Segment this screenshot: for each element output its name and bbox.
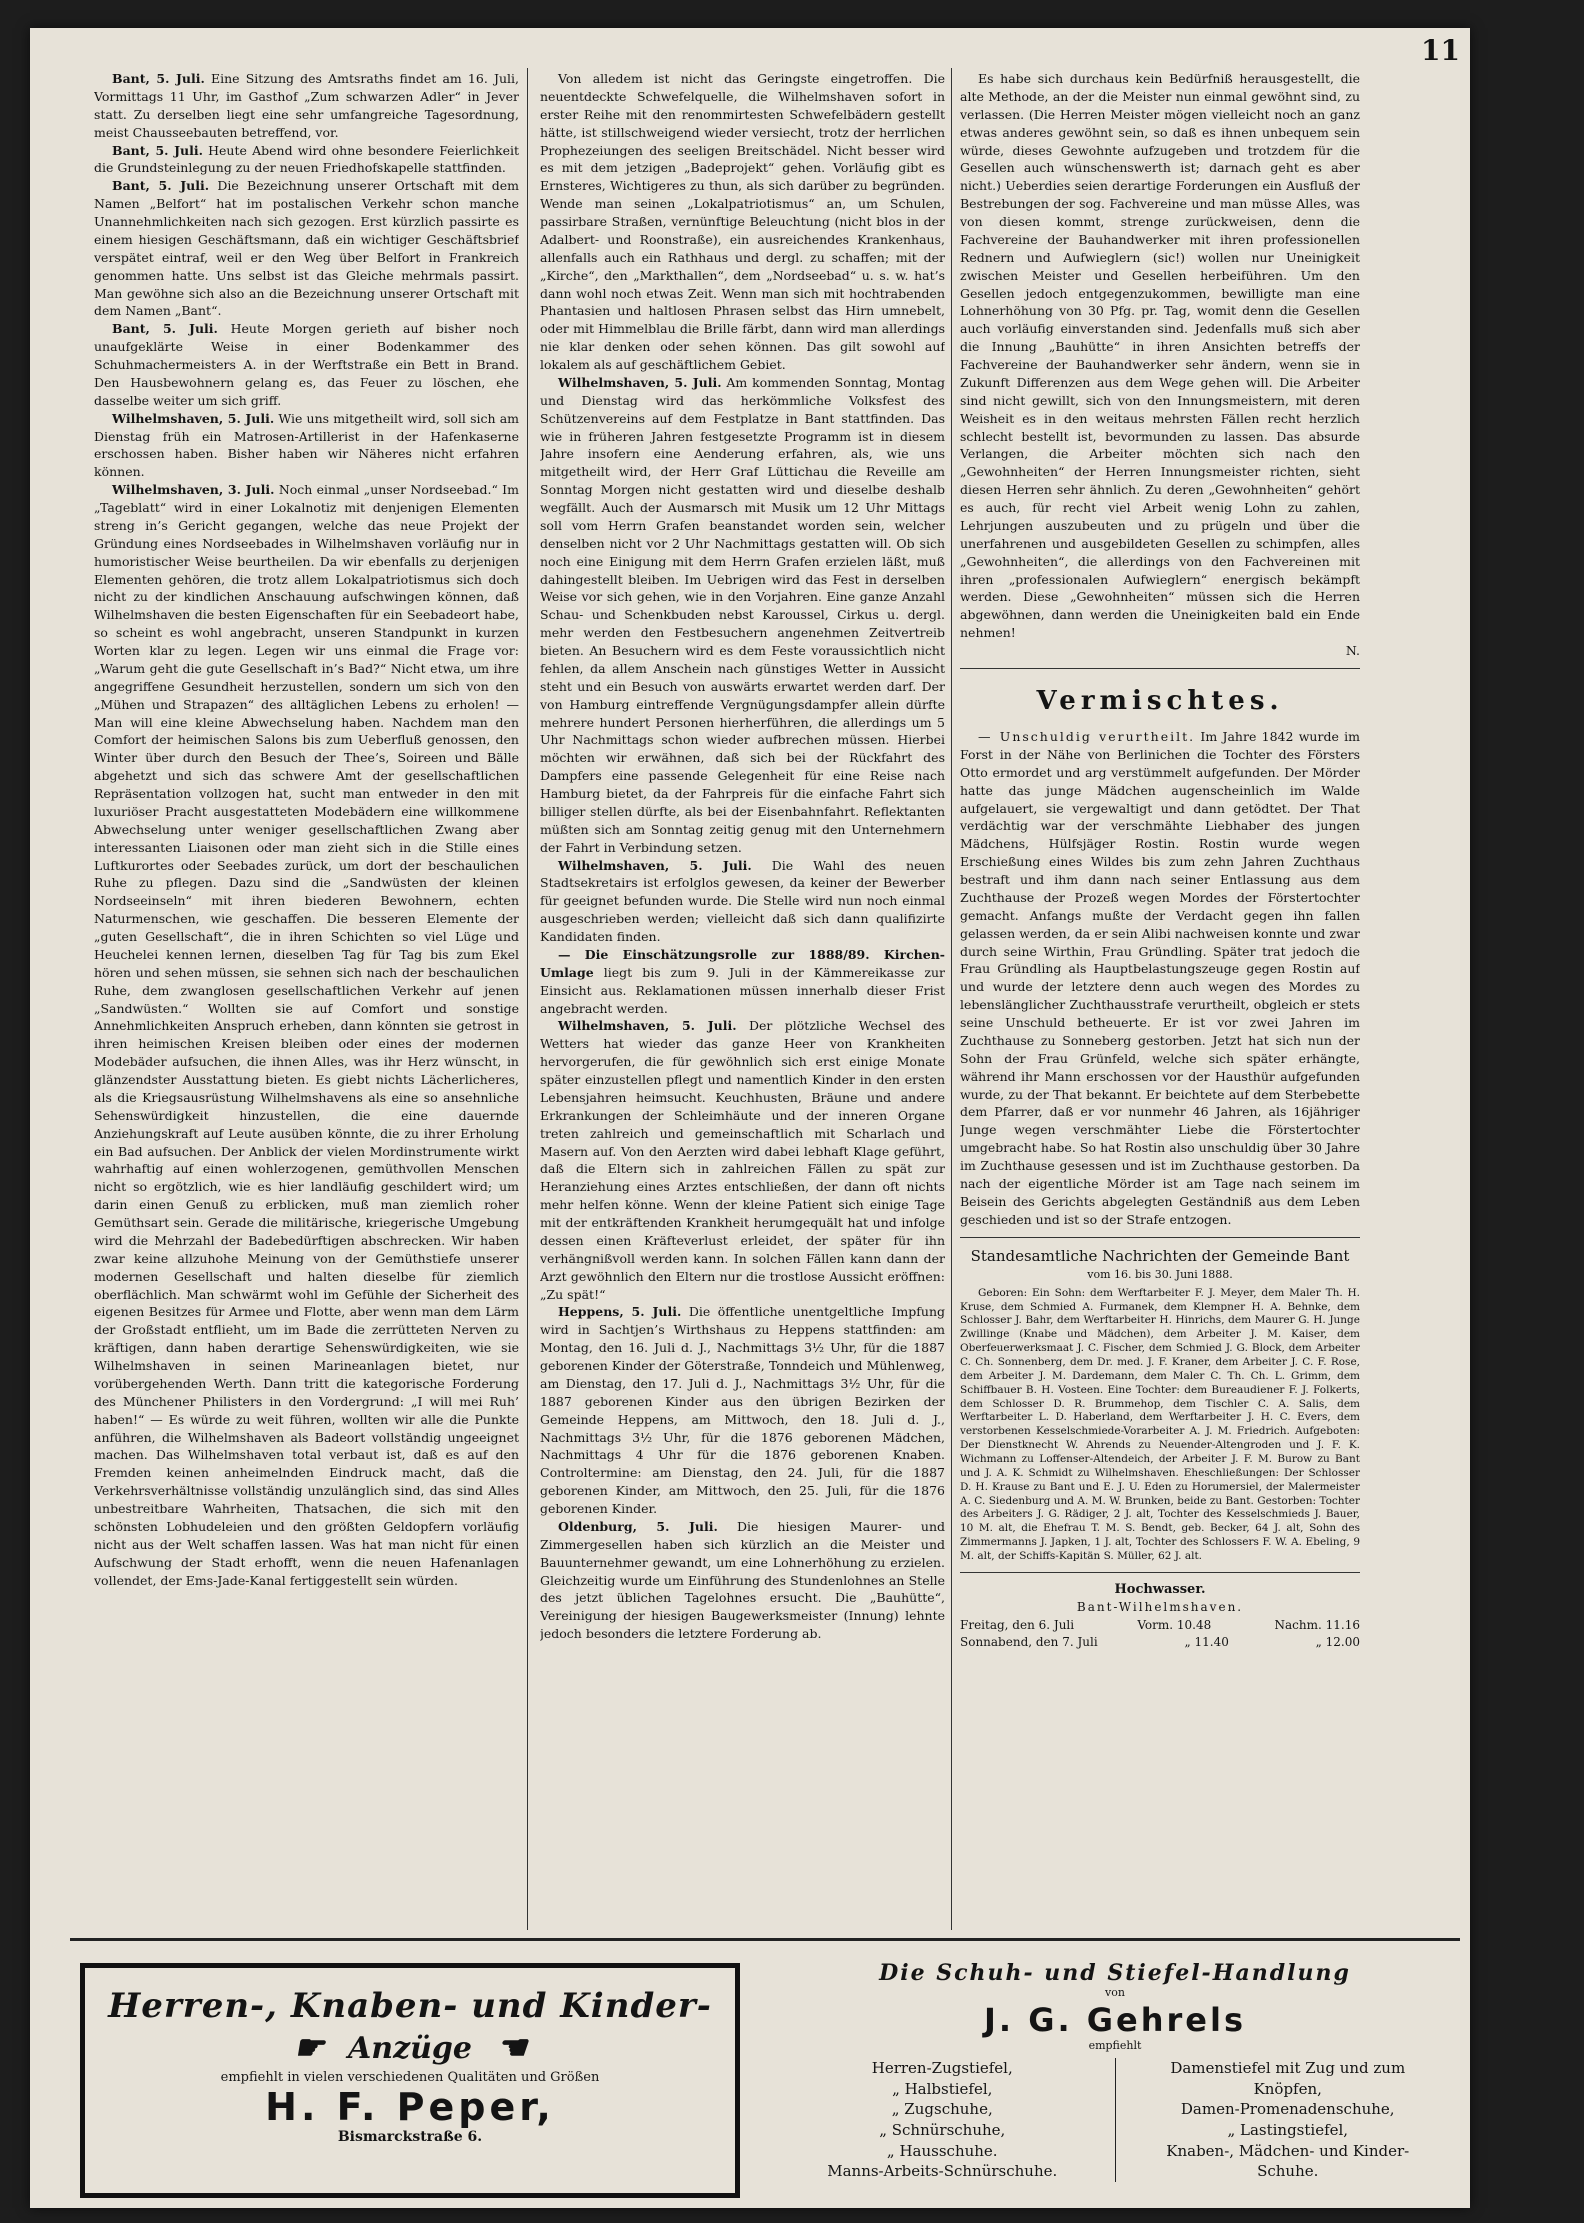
tide-day: Sonnabend, den 7. Juli bbox=[960, 1634, 1098, 1649]
ad-product-item: „ Schnürschuhe, bbox=[879, 2121, 1006, 2140]
news-item-dateline: Oldenburg, 5. Juli. bbox=[558, 1518, 718, 1534]
news-item-text: Heute Morgen gerieth auf bisher noch unaufgeklärte Weise in einer Bodenkammer des Schuhmachermeisters A. in der Werftstraße ein Bett in Brand. Den Hausbewohnern gelang es, das Feuer zu löschen, ehe dasselbe weiter um sich griff. bbox=[94, 321, 519, 408]
tide-morning: „ 11.40 bbox=[1184, 1634, 1229, 1649]
article-text: Es habe sich durchaus kein Bedürfniß herausgestellt, die alte Methode, an der die Meister nun einmal gewöhnt sind, zu verlassen. (Die Herren Meister mögen vielleicht noch an ganz etwas anderes gewöhnt sein, so daß es ihnen unbequem sein würde, dieses Gewohnte aufzugeben und trotzdem für die Gesellen auch wünschenswerth ist; darnach geht es aber nicht.) Ueberdies seien derartige Forderungen ein Ausfluß der Bestrebungen der sog. Fachvereine und man müsse Alles, was von diesen kommt, strenge zurückweisen, denn die Fachvereine der Bauhandwerker mit ihren professionellen Rednern und Aufwieglern (sic!) wollen nur Uneinigkeit zwischen Meister und Gesellen herbeiführen. Um den Gesellen jedoch entgegenzukommen, bewilligte man eine Lohnerhöhung von 30 Pfg. pr. Tag, womit denn die Gesellen auch vorläufig einverstanden sind. Jedenfalls muß sich aber die Innung „Bauhütte“ in ihren Ansichten betreffs der Fachvereine der Bauhandwerker sehr ändern, wenn sie in Zukunft Differenzen aus dem Wege gehen will. Die Arbeiter sind nicht gewillt, sich von den Innungsmeistern, mit deren Weisheit es in den weitaus mehrsten Fällen recht herzlich schlecht bestellt ist, bevormunden zu lassen. Das absurde Verlangen, die Arbeiter möchten sich nach den „Gewohnheiten“ der Herren Innungsmeister richten, sieht diesen Herren sehr ähnlich. Zu deren „Gewohnheiten“ gehört es auch, für recht viel Arbeit wenig Lohn zu zahlen, Lehrjungen auszubeuten und zu prügeln und über die unerfahrenen und ausgebildeten Gesellen zu schimpfen, alles „Gewohnheiten“, die allerdings von den Fachvereinen mit ihren „professionalen Aufwieglern“ energisch bekämpft werden. Diese „Gewohnheiten“ müssen sich die Herren abgewöhnen, dann werden die Uneinigkeiten bald ein Ende nehmen! bbox=[960, 71, 1360, 641]
pointing-hand-left-icon: ☚ bbox=[496, 2028, 527, 2068]
tide-day: Freitag, den 6. Juli bbox=[960, 1617, 1075, 1632]
ad-product-item: Herren-Zugstiefel, bbox=[871, 2059, 1013, 2077]
advertisement-peper bbox=[80, 1963, 740, 2198]
tide-location: Bant-Wilhelmshaven. bbox=[1076, 1600, 1244, 1615]
news-item-dateline: Bant, 5. Juli. bbox=[112, 321, 218, 337]
news-item-text: Der plötzliche Wechsel des Wetters hat wieder das ganze Heer von Krankheiten hervorgerufen, die für gewöhnlich sich erst einige Monate später einzustellen pflegt und namentlich Kinder in den ersten Lebensjahren heimsucht. Keuchhusten, Bräune und andere Erkrankungen der Schleimhäute und der inneren Organe treten zahlreich und gemeinschaftlich mit Scharlach und Masern auf. Von den Aerzten wird dabei lebhaft Klage geführt, daß die Eltern sich in zahlreichen Fällen zu spät zur Heranziehung eines Arztes entschließen, der dann oft nichts mehr helfen könne. Wenn der kleine Patient sich einige Tage mit der entkräftenden Krankheit herumgequält hat und infolge dessen einen Kräfteverlust erleidet, der später für ihn verhängnißvoll werden kann. In solchen Fällen kann dann der Arzt gewöhnlich den Eltern nur die trostlose Aussicht eröffnen: „Zu spät!“ bbox=[540, 1018, 945, 1302]
article-lead: — Unschuldig verurtheilt. bbox=[978, 729, 1196, 745]
news-item bbox=[94, 70, 519, 142]
news-item-dateline: Bant, 5. Juli. bbox=[112, 142, 203, 158]
news-item-dateline: Wilhelmshaven, 5. Juli. bbox=[112, 410, 275, 426]
ad-product-item: „ Halbstiefel, bbox=[892, 2079, 993, 2098]
news-item bbox=[540, 857, 945, 946]
ad-product-item: Knöpfen, bbox=[1253, 2079, 1322, 2098]
ad-company-name: H. F. Peper, bbox=[265, 2085, 555, 2129]
tide-morning: Vorm. 10.48 bbox=[1137, 1617, 1212, 1632]
civil-registry-period: vom 16. bis 30. Juni 1888. bbox=[1087, 1267, 1233, 1281]
ad-product-item: „ Lastingstiefel, bbox=[1227, 2121, 1349, 2140]
news-item-text: Die Wahl des neuen Stadtsekretairs ist erfolglos gewesen, da keiner der Bewerber für geeignet befunden wurde. Die Stelle wird nun noch einmal ausgeschrieben werden; vielleicht daß sich dann qualifizirte Kandidaten finden. bbox=[540, 857, 945, 944]
news-item-dateline: Wilhelmshaven, 5. Juli. bbox=[558, 374, 722, 390]
tide-row bbox=[960, 1634, 1360, 1651]
ad-product: Anzüge bbox=[348, 2030, 472, 2066]
column-3 bbox=[960, 70, 1360, 1930]
news-item-text: Eine Sitzung des Amtsraths findet am 16. Juli, Vormittags 11 Uhr, im Gasthof „Zum schwarzen Adler“ in Jever statt. Zu derselben liegt eine sehr umfangreiche Tagesordnung, meist Chausseebauten betreffend, vor. bbox=[94, 71, 519, 140]
signature: N. bbox=[1345, 643, 1360, 658]
news-item bbox=[94, 177, 519, 320]
ad-product-item: „ Zugschuhe, bbox=[891, 2100, 993, 2119]
advertisement-gehrels bbox=[770, 1960, 1460, 2200]
ad-von: von bbox=[1105, 1986, 1125, 1999]
column-1 bbox=[94, 70, 519, 1930]
column-rule bbox=[527, 68, 528, 1930]
ad-headline: Herren-, Knaben- und Kinder- bbox=[108, 1986, 712, 2026]
news-item-text: Am kommenden Sonntag, Montag und Dienstag wird das herkömmliche Volksfest des Schützenvereins auf dem Festplatze in Bant stattfinden. Das wie in früheren Jahren festgesetzte Programm ist in diesem Jahre insofern eine Aenderung erfahren, als, wie uns mitgetheilt wird, der Herr Graf Lüttichau die Reveille am Sonntag Morgen nicht gestatten wird und dieselbe deshalb wegfällt. Auch der Ausmarsch mit Musik um 12 Uhr Mittags soll vom Herrn Grafen beanstandet worden sein, welcher denselben nicht vor 2 Uhr Nachmittags gestatten will. Ob sich noch eine Einigung mit dem Herrn Grafen erzielen läßt, muß dahingestellt bleiben. Im Uebrigen wird das Fest in derselben Weise vor sich gehen, wie in den Vorjahren. Eine ganze Anzahl Schau- und Schenkbuden nebst Karoussel, Cirkus u. dergl. mehr werden den Festbesuchern angenehmen Zeitvertreib bieten. An Besuchern wird es dem Feste voraussichtlich nicht fehlen, da allem Anschein nach günstiges Wetter in Aussicht steht und ein Besuch von auswärts erwartet werden darf. Der von Hamburg eintreffende Vergnügungsdampfer allein dürfte mehrere hundert Personen hierherführen, die allerdings um 5 Uhr Nachmittags schon wieder aufbrechen müssen. Hierbei möchten wir erwähnen, daß sich bei der Rückfahrt des Dampfers eine passende Gelegenheit für eine Reise nach Hamburg bietet, da der Fahrpreis für die einfache Fahrt sich billiger stellen dürfte, als bei der Eisenbahnfahrt. Reflektanten müßten sich am Sonntag zeitig genug mit den Unternehmern der Fahrt in Verbindung setzen. bbox=[540, 374, 945, 855]
ad-product-item: Damenstiefel mit Zug und zum bbox=[1170, 2059, 1406, 2077]
ad-product-list-men bbox=[770, 2058, 1116, 2182]
news-item-text: Wie uns mitgetheilt wird, soll sich am Dienstag früh ein Matrosen-Artillerist in der Hafenkaserne erschossen haben. Bisher haben wir Näheres nicht erfahren können. bbox=[94, 410, 519, 480]
news-item bbox=[94, 481, 519, 1589]
news-item bbox=[94, 142, 519, 178]
news-item-text: Die öffentliche unentgeltliche Impfung wird in Sachtjen’s Wirthshaus zu Heppens stattfinden: am Montag, den 16. Juli d. J., Nachmittags 3½ Uhr, für die 1887 geborenen Kinder der Göterstraße, Tonndeich und Mühlenweg, am Dienstag, den 17. Juli d. J., Nachmittags 3½ Uhr, für die 1887 geborenen Kinder aus den übrigen Bezirken der Gemeinde Heppens, am Mittwoch, den 18. Juli d. J., Nachmittags 3½ Uhr, für die 1876 geborenen Mädchen, Nachmittags 4 Uhr für die 1876 geborenen Knaben. Controltermine: am Dienstag, den 24. Juli, für die 1887 geborenen Kinder, am Mittwoch, den 25. Juli, für die 1876 geborenen Kinder. bbox=[540, 1304, 945, 1516]
divider bbox=[960, 1237, 1360, 1238]
ad-product-item: Damen-Promenadenschuhe, bbox=[1180, 2100, 1395, 2119]
column-2 bbox=[540, 70, 945, 1930]
divider bbox=[960, 668, 1360, 669]
news-item-dateline: — Die Einschätzungsrolle zur 1888/89. Kirchen-Umlage bbox=[540, 946, 945, 980]
section-heading: Vermischtes. bbox=[1036, 685, 1284, 716]
news-item-dateline: Wilhelmshaven, 5. Juli. bbox=[558, 857, 752, 873]
ad-product-item: „ Hausschuhe. bbox=[886, 2141, 998, 2160]
advertisement-rule bbox=[70, 1938, 1460, 1941]
news-item bbox=[540, 946, 945, 1018]
news-item bbox=[94, 320, 519, 409]
news-item-dateline: Bant, 5. Juli. bbox=[112, 71, 205, 86]
article-text bbox=[960, 728, 1360, 1229]
news-item-text: Von alledem ist nicht das Geringste eingetroffen. Die neuentdeckte Schwefelquelle, die Wilhelmshaven sofort in erster Reihe mit den renommirtesten Schwefelbädern gestellt hätte, ist stillschweigend wieder versiecht, trotz der herrlichen Prophezeiungen des seeligen Breitschädel. Nicht besser wird es mit dem jetzigen „Badeprojekt“ gehen. Vorläufig gibt es Ernsteres, Wichtigeres zu thun, als sich darüber zu begründen. Wende man seinen „Lokalpatriotismus“ an, um Schulen, passirbare Straßen, vernünftige Beleuchtung (nicht blos in der Adalbert- und Roonstraße), ein ausreichendes Krankenhaus, allenfalls auch ein Rathhaus und dergl. zu schaffen; mit der „Kirche“, den „Markthallen“, dem „Nordseebad“ u. s. w. hat’s dann wohl noch etwas Zeit. Wenn man sich mit hochtrabenden Phantasien und haltlosen Phrasen selbst das Hirn umnebelt, oder mit Himmelblau die Brille färbt, dann wird man allerdings nie klar denken oder sehen können. Das gilt sowohl auf lokalem als auf geschäftlichem Gebiet. bbox=[540, 71, 945, 372]
ad-product-item: Schuhe. bbox=[1257, 2162, 1319, 2181]
news-item bbox=[540, 1518, 945, 1643]
news-item bbox=[540, 1303, 945, 1518]
divider bbox=[960, 1572, 1360, 1573]
news-item-text: Die Bezeichnung unserer Ortschaft mit dem Namen „Belfort“ hat im postalischen Verkehr schon manche Unannehmlichkeiten nach sich gezogen. Erst kürzlich passirte es einem hiesigen Geschäftsmann, daß ein wichtiger Geschäftsbrief verspätet eintraf, weil er den Weg über Belfort in Frankreich genommen hatte. Uns selbst ist das Gleiche mehrmals passirt. Man gewöhne sich also an die Bezeichnung unserer Ortschaft mit dem Namen „Bant“. bbox=[94, 178, 519, 319]
news-item-text: Heute Abend wird ohne besondere Feierlichkeit die Grundsteinlegung zu der neuen Friedhofskapelle stattfinden. bbox=[94, 142, 519, 176]
news-item bbox=[540, 1017, 945, 1303]
news-item-text: Die hiesigen Maurer- und Zimmergesellen haben sich kürzlich an die Meister und Bauunternehmer gewandt, um eine Lohnerhöhung zu erzielen. Gleichzeitig wurde um Einführung des Stundenlohnes an Stelle des jetzt üblichen Tagelohnes ersucht. Die „Bauhütte“, Vereinigung der hiesigen Baugewerksmeister (Innung) lehnte jedoch besonders die letztere Forderung ab. bbox=[540, 1518, 945, 1642]
ad-description: empfiehlt in vielen verschiedenen Qualitäten und Größen bbox=[220, 2070, 600, 2085]
column-rule bbox=[951, 68, 952, 1930]
ad-product-columns bbox=[770, 2058, 1460, 2182]
ad-subheadline bbox=[85, 2028, 735, 2068]
ad-empfiehlt: empfiehlt bbox=[1088, 2039, 1142, 2052]
news-item bbox=[540, 70, 945, 374]
news-item-dateline: Wilhelmshaven, 5. Juli. bbox=[558, 1018, 737, 1034]
ad-product-item: Manns-Arbeits-Schnürschuhe. bbox=[827, 2162, 1058, 2181]
pointing-hand-right-icon: ☛ bbox=[293, 2028, 324, 2068]
news-item-text: Noch einmal „unser Nordseebad.“ Im „Tageblatt“ wird in einer Lokalnotiz mit denjenigen Elementen streng in’s Gericht gegangen, welche das neue Projekt der Gründung eines Nordseebades in Wilhelmshaven vorläufig nur in humoristischer Weise beurtheilen. Da wir ebenfalls zu derjenigen Elementen gehören, die trotz allem Lokalpatriotismus sich doch nicht zu der kindlichen Anschauung aufschwingen können, daß Wilhelmshaven die besten Eigenschaften für ein Seebadeort habe, so scheint es wohl angebracht, unseren Standpunkt in kurzen Worten klar zu legen. Legen wir uns einmal die Frage vor: „Warum geht die gute Gesellschaft in’s Bad?“ Nicht etwa, um ihre angegriffene Gesundheit herzustellen, sondern um sich von den „Mühen und Strapazen“ des alltäglichen Lebens zu erholen! — Man will eine kleine Abwechselung haben. Nachdem man den Comfort der heimischen Salons bis zum Ueberfluß genossen, den Winter über durch den Besuch der Thee’s, Soireen und Bälle abgehetzt und sich das schwere Amt der gesellschaftlichen Repräsentation vollzogen hat, sucht man entweder in den mit luxuriöser Pracht ausgestatteten Modebädern eine willkommene Abwechselung unter weniger gesellschaftlichen Zwang aber interessanten Liaisonen oder man zieht sich in die Stille eines Luftkurortes oder Seebades zurück, um dort der beschaulichen Ruhe zu pflegen. Dazu sind die „Sandwüsten der kleinen Nordseeinseln“ mit ihren biederen Bewohnern, echten Naturmenschen, wie geschaffen. Die besseren Elemente der „guten Gesellschaft“, die in ihren Schichten so viel Lüge und Heuchelei kennen lernen, dieselben Tag für Tag bis zum Ekel hören und sehen müssen, sie sehnen sich nach der beschaulichen Ruhe, dem zwanglosen gesellschaftlichen Verkehr auf jenen „Sandwüsten.“ Wollten sie auf Comfort und sonstige Annehmlichkeiten Anspruch erheben, dann könnten sie getrost in ihren heimischen Kreisen bleiben oder eines der modernen Modebäder aufsuchen, die ihnen Alles, was ihr Herz wünscht, in glänzendster Ausstattung bieten. Es giebt nichts Lächerlicheres, als die Kriegsausrüstung Wilhelmshavens als eine so ansehnliche Sehenswürdigkeit hinzustellen, die eine dauernde Anziehungskraft auf Leute ausüben könnte, die zu ihrer Erholung ein Bad aufsuchen. Der Anblick der vielen Mordinstrumente wirkt wahrhaftig auf einen wohlerzogenen, gemüthvollen Menschen nicht so ergötzlich, wie es hier landläufig geschildert wird; um darin einen Genuß zu erblicken, muß man ziemlich roher Gemüthsart sein. Gerade die militärische, kriegerische Umgebung wird die Mehrzahl der Badebedürftigen abschrecken. Wir haben zwar keine allzuhohe Meinung von der Gemüthstiefe unserer modernen Gesellschaft und halten dieselbe für ziemlich oberflächlich. Man schwärmt wohl im Gefühle der Sicherheit des eigenen Besitzes für Armee und Flotte, aber wenn man dem Lärm der Großstadt entflieht, um im Bade die zerrütteten Nerven zu kräftigen, dann haben derartige Sehenswürdigkeiten, wie sie Wilhelmshaven in seinen Marineanlagen bietet, nur vorübergehenden Werth. Dann tritt die kategorische Forderung des Münchener Philisters in den Vordergrund: „I will mei Ruh’ haben!“ — Es würde zu weit führen, wollten wir alle die Punkte anführen, die Wilhelmshaven als Badeort vollständig ungeeignet machen. Das Wilhelmshaven total verbaut ist, daß es auf den Fremden keinen anheimelnden Eindruck macht, daß die Verkehrsverhältnisse vollständig unzulänglich sind, das sind Alles unbestreitbare Wahrheiten, Thatsachen, die sich mit den schönsten Lobhudeleien und den größten Geldopfern vorläufig nicht aus der Welt schaffen lassen. Was hat man nicht für einen Aufschwung der Stadt erhofft, wenn die neuen Hafenanlagen vollendet, der Ems-Jade-Kanal fertiggestellt sein würden. bbox=[94, 482, 519, 1588]
tide-afternoon: „ 12.00 bbox=[1315, 1634, 1360, 1649]
ad-company-name: J. G. Gehrels bbox=[983, 2001, 1246, 2039]
tide-afternoon: Nachm. 11.16 bbox=[1274, 1617, 1360, 1632]
news-item-dateline: Bant, 5. Juli. bbox=[112, 178, 210, 194]
news-item-dateline: Heppens, 5. Juli. bbox=[558, 1304, 682, 1320]
article-body: Im Jahre 1842 wurde im Forst in der Nähe von Berlinichen die Tochter des Försters Otto ermordet und arg verstümmelt aufgefunden. Der Mörder hatte das junge Mädchen augenscheinlich im Walde aufgelauert, sie vergewaltigt und dann getödtet. Der That verdächtig war der verschmähte Liebhaber des jungen Mädchens, Hülfsjäger Rostin. Rostin wurde wegen Erschießung eines Wildes bis zum zehn Jahren Zuchthaus bestraft und ihm dann nach seiner Entlassung aus dem Zuchthause der Prozeß wegen Mordes der Förstertochter gemacht. Anfangs mußte der Verdacht gegen ihn fallen gelassen werden, da er sein Alibi nachweisen konnte und zwar durch seine Wirthin, Frau Gründling. Später trat jedoch die Frau Gründling als Hauptbelastungszeuge gegen Rostin auf und wurde der letztere denn auch wegen des Mordes zu lebenslänglicher Zuchthausstrafe verurtheilt, obgleich er stets seine Unschuld betheuerte. Er ist vor zwei Jahren im Zuchthause zu Sonneberg gestorben. Jetzt hat sich nun der Sohn der Frau Grünfeld, welche sich später erhängte, während ihr Mann erschossen vor der Hausthür aufgefunden wurde, zu der That bekannt. Er beichtete auf dem Sterbebette dem Pfarrer, daß er vor nunmehr 46 Jahren, als 16jähriger Junge wegen verschmähter Liebe die Förstertochter umgebracht habe. So hat Rostin also unschuldig über 30 Jahre im Zuchthause gesessen und ist im Zuchthause gestorben. Da nach der eigentliche Mörder ist am Tage nach seinem im Beisein des Gerichts abgelegten Geständniß aus dem Leben geschieden und ist so der Strafe entzogen. bbox=[960, 729, 1360, 1227]
page-number: 11 bbox=[1421, 34, 1460, 67]
newspaper-page bbox=[30, 28, 1470, 2208]
news-item-text: liegt bis zum 9. Juli in der Kämmereikasse zur Einsicht aus. Reklamationen müssen innerhalb dieser Frist angebracht werden. bbox=[540, 964, 945, 1016]
ad-product-list-women bbox=[1116, 2058, 1461, 2182]
news-item bbox=[94, 410, 519, 482]
tide-title: Hochwasser. bbox=[1114, 1581, 1206, 1597]
ad-headline: Die Schuh- und Stiefel-Handlung bbox=[879, 1960, 1351, 1986]
news-item bbox=[540, 374, 945, 857]
news-item-dateline: Wilhelmshaven, 3. Juli. bbox=[112, 482, 275, 498]
civil-registry-text: Geboren: Ein Sohn: dem Werftarbeiter F. J. Meyer, dem Maler Th. H. Kruse, dem Schmied A. Furmanek, dem Klempner H. A. Behnke, dem Schlosser J. Bahr, dem Werftarbeiter H. Hinrichs, dem Maurer G. H. Junge Zwillinge (Knabe und Mädchen), dem Arbeiter J. M. Kaiser, dem Oberfeuerwerksmaat J. C. Fischer, dem Schmied J. G. Block, dem Arbeiter C. Ch. Sonnenberg, dem Dr. med. J. F. Kraner, dem Arbeiter J. C. F. Rose, dem Arbeiter J. M. Dardemann, dem Maler C. Th. Ch. L. Grimm, dem Schiffbauer B. H. Vosteen. Eine Tochter: dem Bureaudiener F. J. Folkerts, dem Schlosser D. R. Brummehop, dem Tischler C. A. Salis, dem Werftarbeiter L. D. Haberland, dem Werftarbeiter J. H. C. Evers, dem verstorbenen Kesselschmiede-Vorarbeiter A. J. M. Friedrich. Aufgeboten: Der Dienstknecht W. Ahrends zu Neuender-Altengroden und J. F. K. Wichmann zu Loffenser-Altendeich, der Arbeiter J. F. M. Burow zu Bant und J. A. K. Schmidt zu Wilhelmshaven. Eheschließungen: Der Schlosser D. H. Krause zu Bant und E. J. U. Eden zu Horumersiel, der Malermeister A. C. Siedenburg und A. M. W. Brunken, beide zu Bant. Gestorben: Tochter des Arbeiters J. G. Rädiger, 2 J. alt, Tochter des Kesselschmieds J. Bauer, 10 M. alt, die Ehefrau T. M. S. Bendt, geb. Becker, 64 J. alt, Sohn des Zimmermanns J. Japken, 1 J. alt, Tochter des Schlossers F. W. A. Ebeling, 9 M. alt, der Schiffs-Kapitän S. Müller, 62 J. alt. bbox=[960, 1286, 1360, 1563]
tide-row bbox=[960, 1617, 1360, 1634]
ad-address: Bismarckstraße 6. bbox=[337, 2129, 483, 2145]
ad-product-item: Knaben-, Mädchen- und Kinder- bbox=[1166, 2141, 1410, 2160]
civil-registry-title: Standesamtliche Nachrichten der Gemeinde Bant bbox=[970, 1246, 1350, 1265]
